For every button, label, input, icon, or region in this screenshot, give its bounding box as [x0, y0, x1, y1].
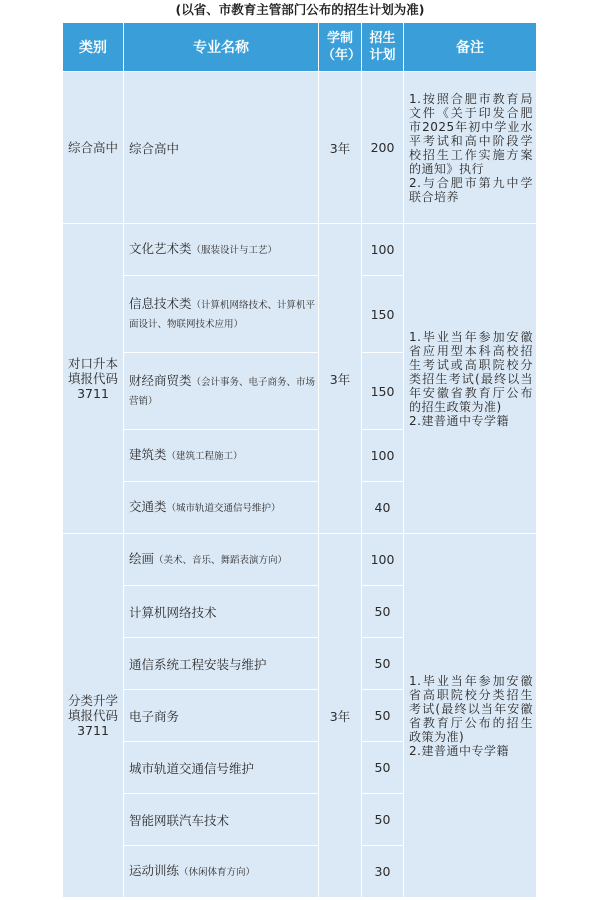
major-name-cell — [124, 586, 319, 638]
major-note: （计算机网络技术、计算机平面设计、物联网技术应用） — [129, 300, 316, 330]
major-note: （城市轨道交通信号维护） — [166, 503, 281, 514]
major-name: 通信系统工程安装与维护 — [129, 656, 267, 672]
enrollment-count-cell: 40 — [362, 482, 404, 534]
major-name-cell — [124, 534, 319, 586]
major-name: 财经商贸类 — [129, 373, 192, 388]
major-name-cell — [124, 353, 319, 430]
remark-cell: 1.按照合肥市教育局文件《关于印发合肥市2025年初中学业水平考试和高中阶段学校招生工作实施方案的通知》执行 2.与合肥市第九中学联合培养 — [404, 72, 537, 224]
enrollment-count-cell: 50 — [362, 794, 404, 846]
header-major: 专业名称 — [124, 23, 319, 72]
enrollment-count-cell: 100 — [362, 534, 404, 586]
category-cell: 综合高中 — [63, 72, 124, 224]
enrollment-count-cell: 200 — [362, 72, 404, 224]
major-name-cell — [124, 72, 319, 224]
duration-cell: 3年 — [319, 72, 362, 224]
major-name: 电子商务 — [129, 708, 180, 724]
major-name-cell — [124, 638, 319, 690]
duration-cell: 3年 — [319, 534, 362, 898]
major-name-wrap — [129, 862, 318, 881]
major-name-wrap — [129, 372, 318, 410]
major-name-wrap — [129, 550, 318, 569]
major-name-wrap — [129, 498, 318, 517]
category-cell: 对口升本 填报代码 3711 — [63, 224, 124, 534]
duration-cell: 3年 — [319, 224, 362, 534]
enrollment-count-cell: 100 — [362, 224, 404, 276]
major-name-cell — [124, 690, 319, 742]
major-name-cell — [124, 224, 319, 276]
table-row — [63, 224, 537, 276]
enrollment-count-cell: 100 — [362, 430, 404, 482]
major-name-cell — [124, 794, 319, 846]
major-note: （建筑工程施工） — [166, 451, 243, 462]
remark-cell: 1.毕业当年参加安徽省高职院校分类招生考试(最终以当年安徽省教育厅公布的招生政策为准) 2.建普通中专学籍 — [404, 534, 537, 898]
major-name: 文化艺术类 — [129, 241, 192, 256]
major-name: 交通类 — [129, 499, 167, 514]
major-name: 城市轨道交通信号维护 — [129, 760, 255, 776]
major-name-wrap — [129, 446, 318, 465]
enrollment-count-cell: 50 — [362, 742, 404, 794]
major-name-wrap — [129, 240, 318, 259]
major-name-cell — [124, 846, 319, 898]
enrollment-count-cell: 150 — [362, 276, 404, 353]
category-cell: 分类升学 填报代码 3711 — [63, 534, 124, 898]
major-note: （会计事务、电子商务、市场营销） — [129, 377, 316, 407]
major-name: 绘画 — [129, 551, 155, 566]
major-name: 建筑类 — [129, 447, 167, 462]
enrollment-count-cell: 150 — [362, 353, 404, 430]
header-category: 类别 — [63, 23, 124, 72]
header-duration-text: 学制（年） — [322, 31, 362, 63]
table-row — [63, 534, 537, 586]
enrollment-plan-table — [62, 22, 537, 898]
enrollment-count-cell: 50 — [362, 586, 404, 638]
major-name-cell — [124, 276, 319, 353]
header-remark: 备注 — [404, 23, 537, 72]
table-row — [63, 72, 537, 224]
major-note: （休闲体育方向） — [179, 867, 256, 878]
major-name: 信息技术类 — [129, 296, 192, 311]
major-note: （美术、音乐、舞蹈表演方向） — [154, 555, 288, 566]
major-name-cell — [124, 482, 319, 534]
enrollment-count-cell: 30 — [362, 846, 404, 898]
major-name-cell — [124, 742, 319, 794]
header-count — [362, 23, 404, 72]
remark-cell: 1.毕业当年参加安徽省应用型本科高校招生考试或高职院校分类招生考试(最终以当年安徽省教育厅公布的招生政策为准) 2.建普通中专学籍 — [404, 224, 537, 534]
major-name: 计算机网络技术 — [129, 604, 217, 620]
table-header-row — [63, 23, 537, 72]
major-name: 运动训练 — [129, 863, 180, 878]
enrollment-count-cell: 50 — [362, 690, 404, 742]
header-count-text: 招生计划 — [369, 31, 396, 63]
major-name: 综合高中 — [129, 140, 180, 156]
major-name: 智能网联汽车技术 — [129, 812, 230, 828]
header-duration — [319, 23, 362, 72]
enrollment-count-cell: 50 — [362, 638, 404, 690]
major-name-cell — [124, 430, 319, 482]
major-note: （服装设计与工艺） — [191, 245, 278, 256]
major-name-wrap — [129, 295, 318, 333]
table-caption: (以省、市教育主管部门公布的招生计划为准) — [175, 2, 425, 17]
